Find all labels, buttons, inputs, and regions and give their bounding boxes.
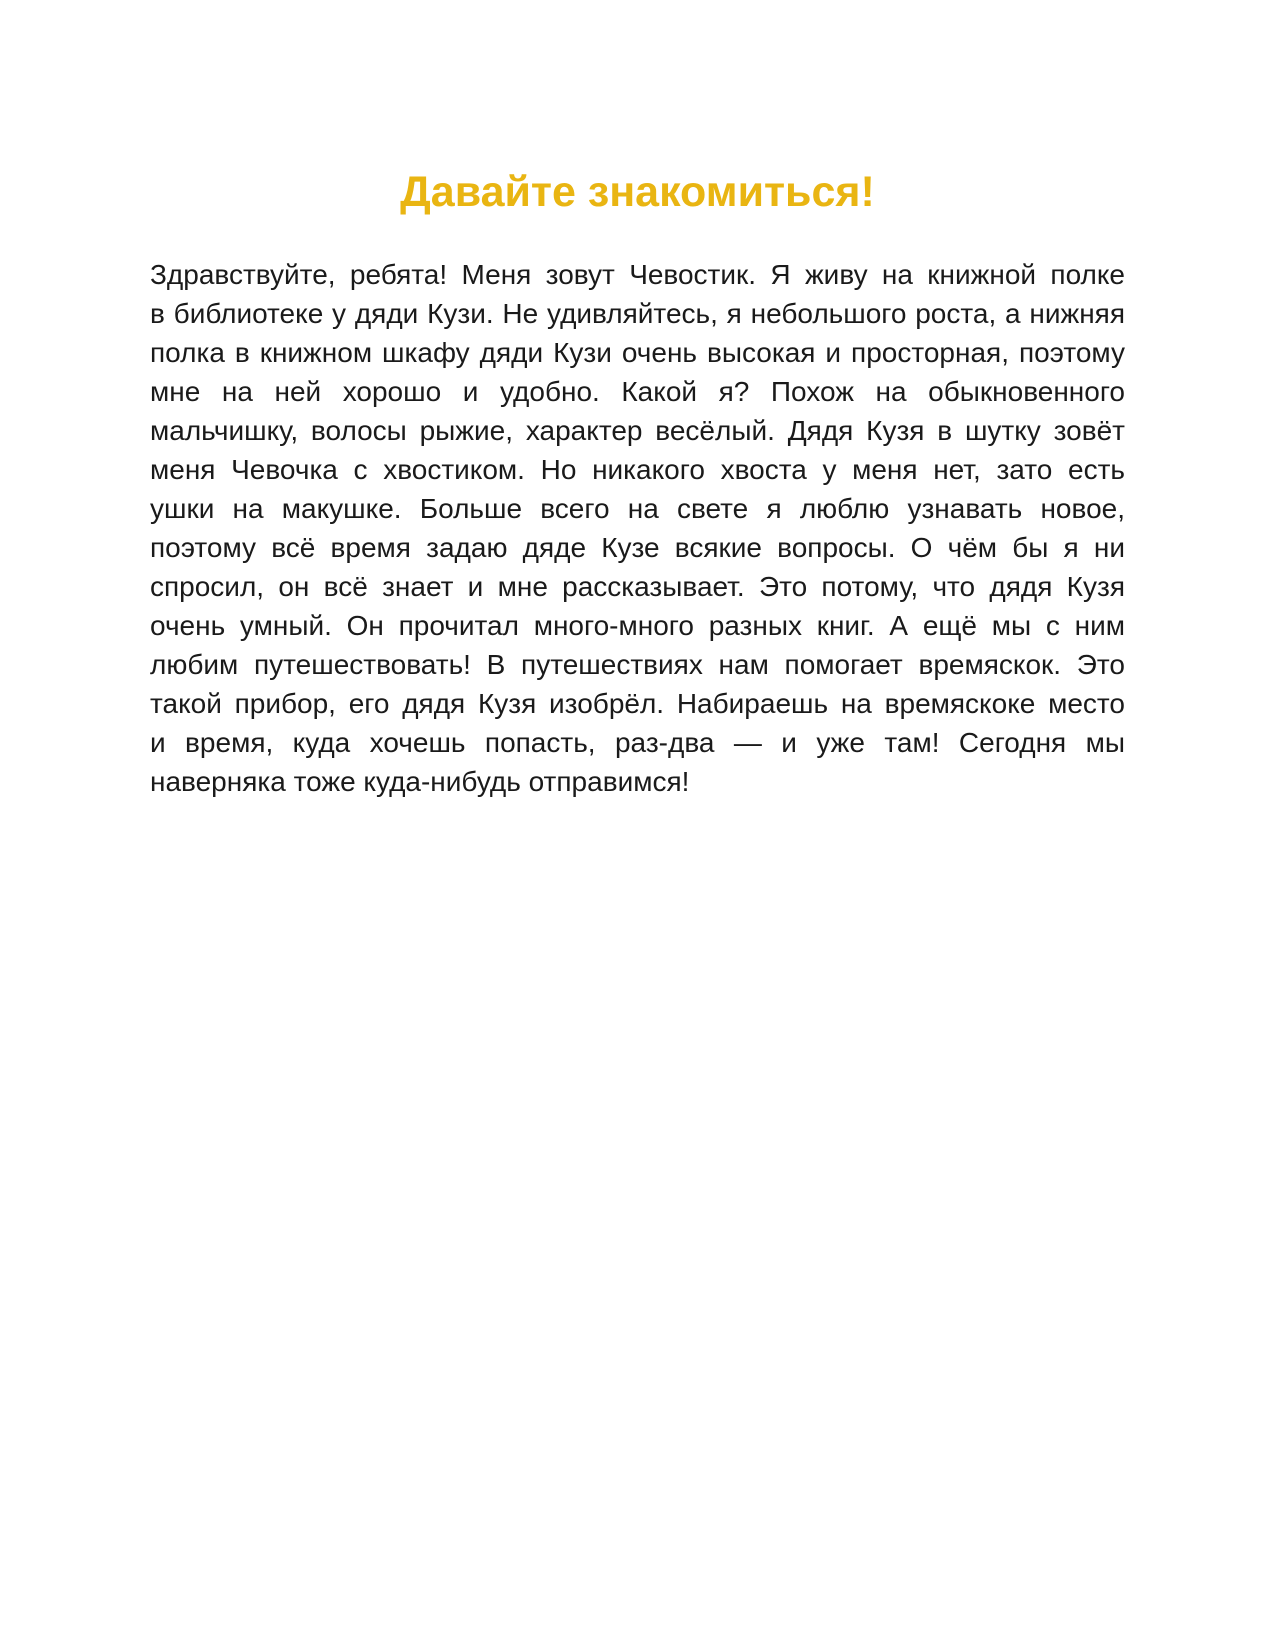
- paragraph-line: ушки на макушке. Больше всего на свете я люблю узнавать новое,: [150, 493, 1125, 524]
- paragraph-line: Здравствуйте, ребята! Меня зовут Чевостик. Я живу на книжной полке: [150, 259, 1125, 290]
- paragraph-line: спросил, он всё знает и мне рассказывает. Это потому, что дядя Кузя: [150, 571, 1125, 602]
- paragraph-line: наверняка тоже куда-нибудь отправимся!: [150, 766, 690, 797]
- paragraph-line: мальчишку, волосы рыжие, характер весёлый. Дядя Кузя в шутку зовёт: [150, 415, 1125, 446]
- paragraph-line: поэтому всё время задаю дяде Кузе всякие вопросы. О чём бы я ни: [150, 532, 1125, 563]
- paragraph-line: мне на ней хорошо и удобно. Какой я? Похож на обыкновенного: [150, 376, 1125, 407]
- body-paragraph: [150, 255, 1125, 801]
- paragraph-line: меня Чевочка с хвостиком. Но никакого хвоста у меня нет, зато есть: [150, 454, 1125, 485]
- paragraph-line: такой прибор, его дядя Кузя изобрёл. Набираешь на времяскоке место: [150, 688, 1125, 719]
- paragraph-line: в библиотеке у дяди Кузи. Не удивляйтесь, я небольшого роста, а нижняя: [150, 298, 1125, 329]
- paragraph-line: и время, куда хочешь попасть, раз-два — и уже там! Сегодня мы: [150, 727, 1125, 758]
- paragraph-line: полка в книжном шкафу дяди Кузи очень высокая и просторная, поэтому: [150, 337, 1125, 368]
- paragraph-line: любим путешествовать! В путешествиях нам помогает времяскок. Это: [150, 649, 1125, 680]
- paragraph-line: очень умный. Он прочитал много-много разных книг. А ещё мы с ним: [150, 610, 1125, 641]
- page-title: Давайте знакомиться!: [400, 168, 875, 216]
